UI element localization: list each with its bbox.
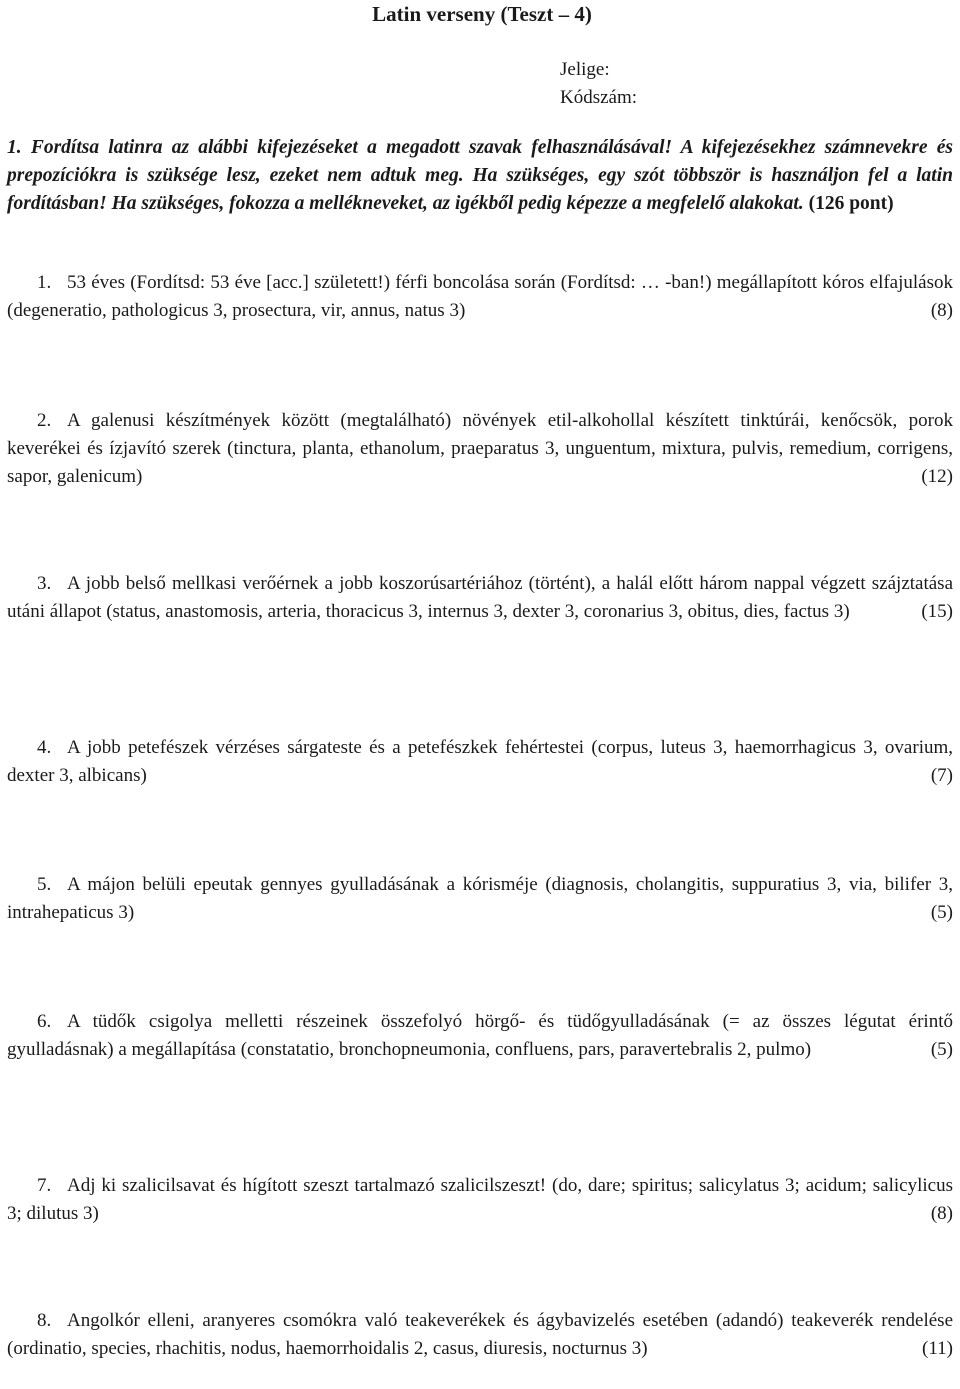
exercise-text: A galenusi készítmények között (megtalálható) növények etil-alkohollal készített tinktúrái, kenőcsök, porok keverékei és ízjavító szerek (tinctura, planta, ethanolum, praeparatus 3, unguentum, mixtura, pulvis, remedium, corrigens, sapor, galenicum) — [7, 410, 953, 487]
exercise-text: Angolkór elleni, aranyeres csomókra való teakeverékek és ágybavizelés esetében (adandó) teakeverék rendelése (ordinatio, species, rhachitis, nodus, haemorrhoidalis 2, casus, diuresis, nocturnus 3) — [7, 1310, 953, 1359]
page-title: Latin verseny (Teszt – 4) — [372, 2, 592, 26]
exercise-text: 53 éves (Fordítsd: 53 éve [acc.] született!) férfi boncolása során (Fordítsd: … -ban!) megállapított kóros elfajulások (degeneratio, pathologicus 3, prosectura, vir, annus, natus 3) — [7, 272, 953, 321]
exercise-number: 3. — [37, 573, 52, 594]
exercise-points: (8) — [930, 1203, 953, 1224]
exercise-points: (7) — [930, 765, 953, 786]
exercise-number: 1. — [37, 272, 52, 293]
exercise-points: (8) — [930, 300, 953, 321]
exercise-points: (5) — [930, 1039, 953, 1060]
exercise-item — [7, 1008, 953, 1064]
exercise-item — [7, 1172, 953, 1228]
task-number: 1. — [7, 137, 22, 158]
jelige-label: Jelige: — [560, 59, 610, 80]
exercise-number: 5. — [37, 874, 52, 895]
task-points: (126 pont) — [808, 193, 894, 214]
exercise-points: (12) — [921, 466, 953, 487]
exercise-item — [7, 1307, 953, 1363]
exercise-text: A májon belüli epeutak gennyes gyulladásának a kórisméje (diagnosis, cholangitis, suppuratius 3, via, bilifer 3, intrahepaticus 3) — [7, 874, 953, 923]
exercise-number: 6. — [37, 1011, 52, 1032]
exercise-item — [7, 734, 953, 790]
header-fields — [560, 56, 637, 112]
exercise-points: (5) — [930, 902, 953, 923]
exercise-text: A jobb petefészek vérzéses sárgateste és a petefészkek fehértestei (corpus, luteus 3, haemorrhagicus 3, ovarium, dexter 3, albicans) — [7, 737, 953, 786]
exercise-item — [7, 871, 953, 927]
exercise-number: 2. — [37, 410, 52, 431]
task-instructions — [7, 134, 953, 218]
exercise-item — [7, 269, 953, 325]
exercise-points: (15) — [921, 601, 953, 622]
exercise-number: 4. — [37, 737, 52, 758]
exercise-text: A jobb belső mellkasi verőérnek a jobb koszorúsartériához (történt), a halál előtt három nappal végzett szájztatása utáni állapot (status, anastomosis, arteria, thoracicus 3, internus 3, dexter 3, coronarius 3, obitus, dies, factus 3) — [7, 573, 953, 622]
exercise-text: Adj ki szalicilsavat és hígított szeszt tartalmazó szalicilszeszt! (do, dare; spiritus; salicylatus 3; acidum; salicylicus 3; dilutus 3) — [7, 1175, 953, 1224]
task-text: Fordítsa latinra az alábbi kifejezéseket a megadott szavak felhasználásával! A kifejezésekhez számnevekre és prepozíciókra is szüksége lesz, ezeket nem adtuk meg. Ha szükséges, egy szót többször is használjon fel a latin fordításban! Ha szükséges, fokozza a mellékneveket, az igékből pedig képezze a megfelelő alakokat. — [7, 137, 953, 214]
exercise-text: A tüdők csigolya melletti részeinek összefolyó hörgő- és tüdőgyulladásának (= az összes légutat érintő gyulladásnak) a megállapítása (constatatio, bronchopneumonia, confluens, pars, paravertebralis 2, pulmo) — [7, 1011, 953, 1060]
kodszam-label: Kódszám: — [560, 87, 638, 108]
exercise-item — [7, 407, 953, 491]
exercise-item — [7, 570, 953, 626]
exercise-number: 8. — [37, 1310, 52, 1331]
exercise-points: (11) — [922, 1338, 953, 1359]
exercise-number: 7. — [37, 1175, 52, 1196]
